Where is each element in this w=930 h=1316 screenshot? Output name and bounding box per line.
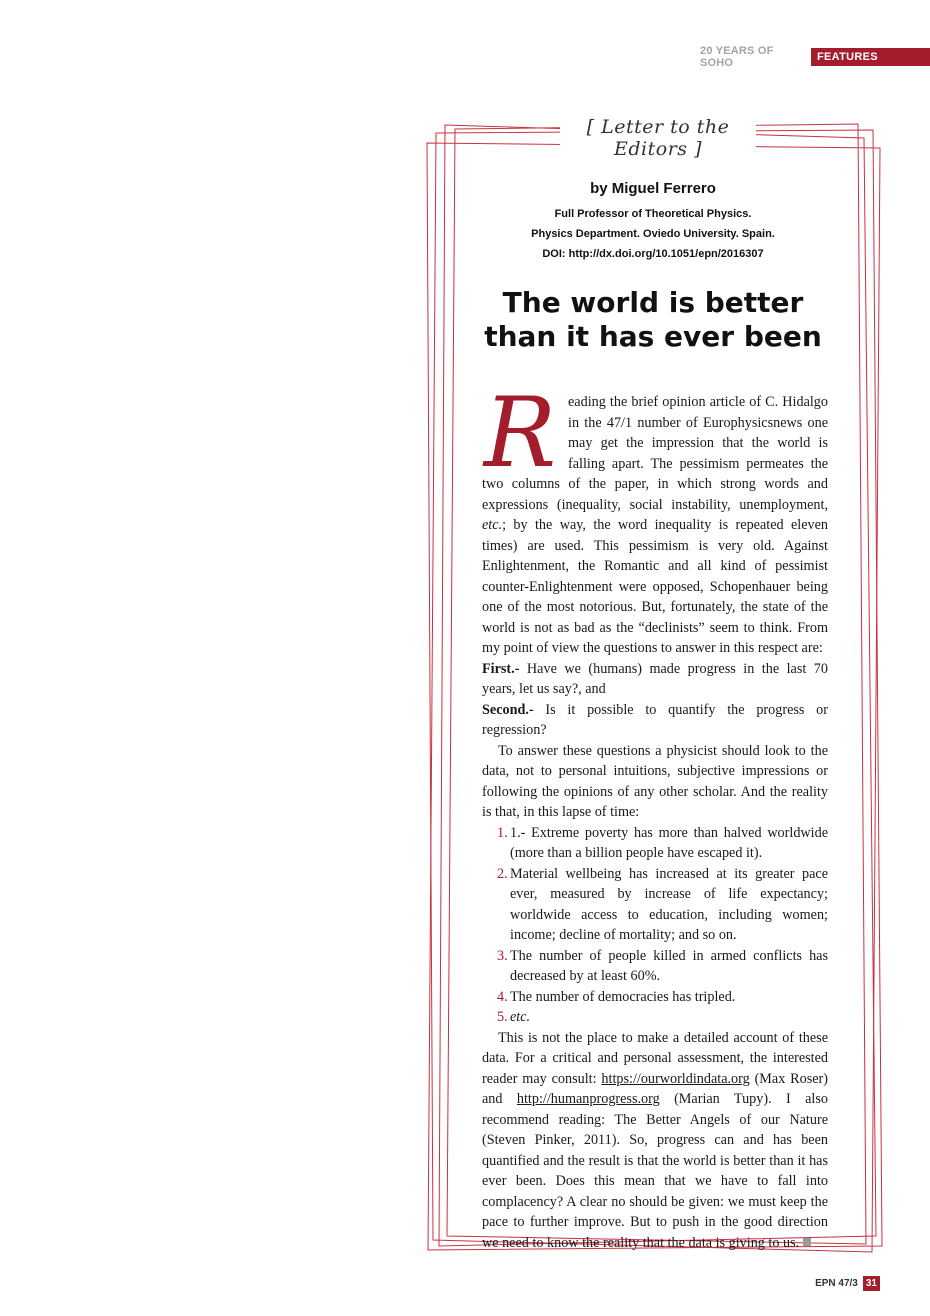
closing-text-c: (Marian Tupy). I also recommend reading: The Better Angels of our Nature (Steven Pinker, 2011). So, progress can and has been quantified and the result is that the world is better than it has ever been. Does this mean that we have to fall into complacency? A clear no should be given: we must keep the pace to further improve. But to push in the good direction we need to know the reality that the data is giving to us.: [482, 1091, 828, 1251]
progress-list: [482, 823, 828, 1028]
author-name: by Miguel Ferrero: [590, 180, 716, 197]
question-second: [482, 700, 828, 741]
list-item: [497, 864, 828, 946]
intro-text: eading the brief opinion article of C. Hidalgo in the 47/1 number of Europhysicsnews one may get the impression that the world is falling apart. The pessimism permeates the two columns of the paper, in which strong words and expressions (inequality, social instability, unemployment,: [482, 394, 828, 513]
page-number: 31: [863, 1276, 880, 1291]
list-number: 5.: [497, 1009, 508, 1025]
title-line-2: than it has ever been: [484, 320, 822, 353]
article-title: [470, 286, 836, 354]
title-line-1: The world is better: [502, 286, 804, 319]
section-label: 20 YEARS OF SOHO: [700, 45, 774, 69]
page-footer: [780, 1275, 880, 1291]
list-text: etc.: [510, 1009, 531, 1025]
list-number: 2.: [497, 865, 508, 882]
journal-issue: EPN 47/3: [815, 1277, 858, 1289]
question-first-text: Have we (humans) made progress in the last 70 years, let us say?, and: [482, 660, 828, 697]
article-body: [482, 377, 828, 1253]
closing-text-a: This is not the place to make a detailed account of these data. For a critical and personal assessment, the interested reader may consult:: [482, 1029, 828, 1087]
question-first: [482, 659, 828, 700]
question-first-label: First.-: [482, 660, 520, 677]
list-text: Material wellbeing has increased at its greater pace ever, measured by increase of life expectancy; worldwide access to education, including women; income; decline of mortality; and so on.: [510, 865, 828, 943]
author-affiliation: Physics Department. Oviedo University. Spain.: [531, 228, 775, 240]
end-square-icon: [803, 1238, 811, 1246]
intro-paragraph: [482, 377, 828, 659]
list-number: 3.: [497, 947, 508, 964]
list-text: The number of democracies has tripled.: [510, 988, 736, 1005]
drop-cap: R: [483, 377, 557, 489]
byline: [470, 180, 836, 264]
list-item: [497, 1007, 828, 1028]
intro-text-rest: ; by the way, the word inequality is repeated eleven times) are used. This pessimism is very old. Against Enlightenment, the Romantic and all kind of pessimist counter-Enlightenment were opposed, Schopenhauer being one of the most notorious. But, fortunately, the state of the world is not as bad as the “declinists” seem to think. From my point of view the questions to answer in this respect are:: [482, 517, 828, 656]
list-text: The number of people killed in armed conflicts has decreased by at least 60%.: [510, 947, 828, 984]
list-item: [497, 946, 828, 987]
closing-paragraph: [482, 1028, 828, 1254]
doi-link[interactable]: DOI: http://dx.doi.org/10.1051/epn/2016307: [542, 248, 764, 260]
humanprogress-link[interactable]: http://humanprogress.org: [516, 1091, 660, 1107]
author-position: Full Professor of Theoretical Physics.: [554, 208, 752, 220]
answer-intro: To answer these questions a physicist should look to the data, not to personal intuitions, subjective impressions or following the opinions of any other scholar. And the reality is that, in this lapse of time:: [482, 742, 828, 820]
list-item: [497, 987, 828, 1008]
intro-etc: etc.: [482, 517, 503, 533]
question-second-label: Second.-: [482, 701, 534, 718]
list-number: 1.: [497, 824, 508, 841]
list-number: 4.: [497, 988, 508, 1005]
ourworldindata-link[interactable]: https://ourworldindata.org: [601, 1070, 750, 1087]
letter-to-editors-kicker: [ Letter to the Editors ]: [560, 116, 756, 160]
list-text: 1.- Extreme poverty has more than halved worldwide (more than a billion people have escaped it).: [510, 824, 828, 861]
list-item: [497, 823, 828, 864]
question-second-text: Is it possible to quantify the progress or regression?: [482, 701, 828, 738]
running-header: [700, 45, 930, 69]
closing-text-b: (Max Roser) and: [482, 1070, 828, 1107]
features-tag: FEATURES: [811, 48, 930, 66]
